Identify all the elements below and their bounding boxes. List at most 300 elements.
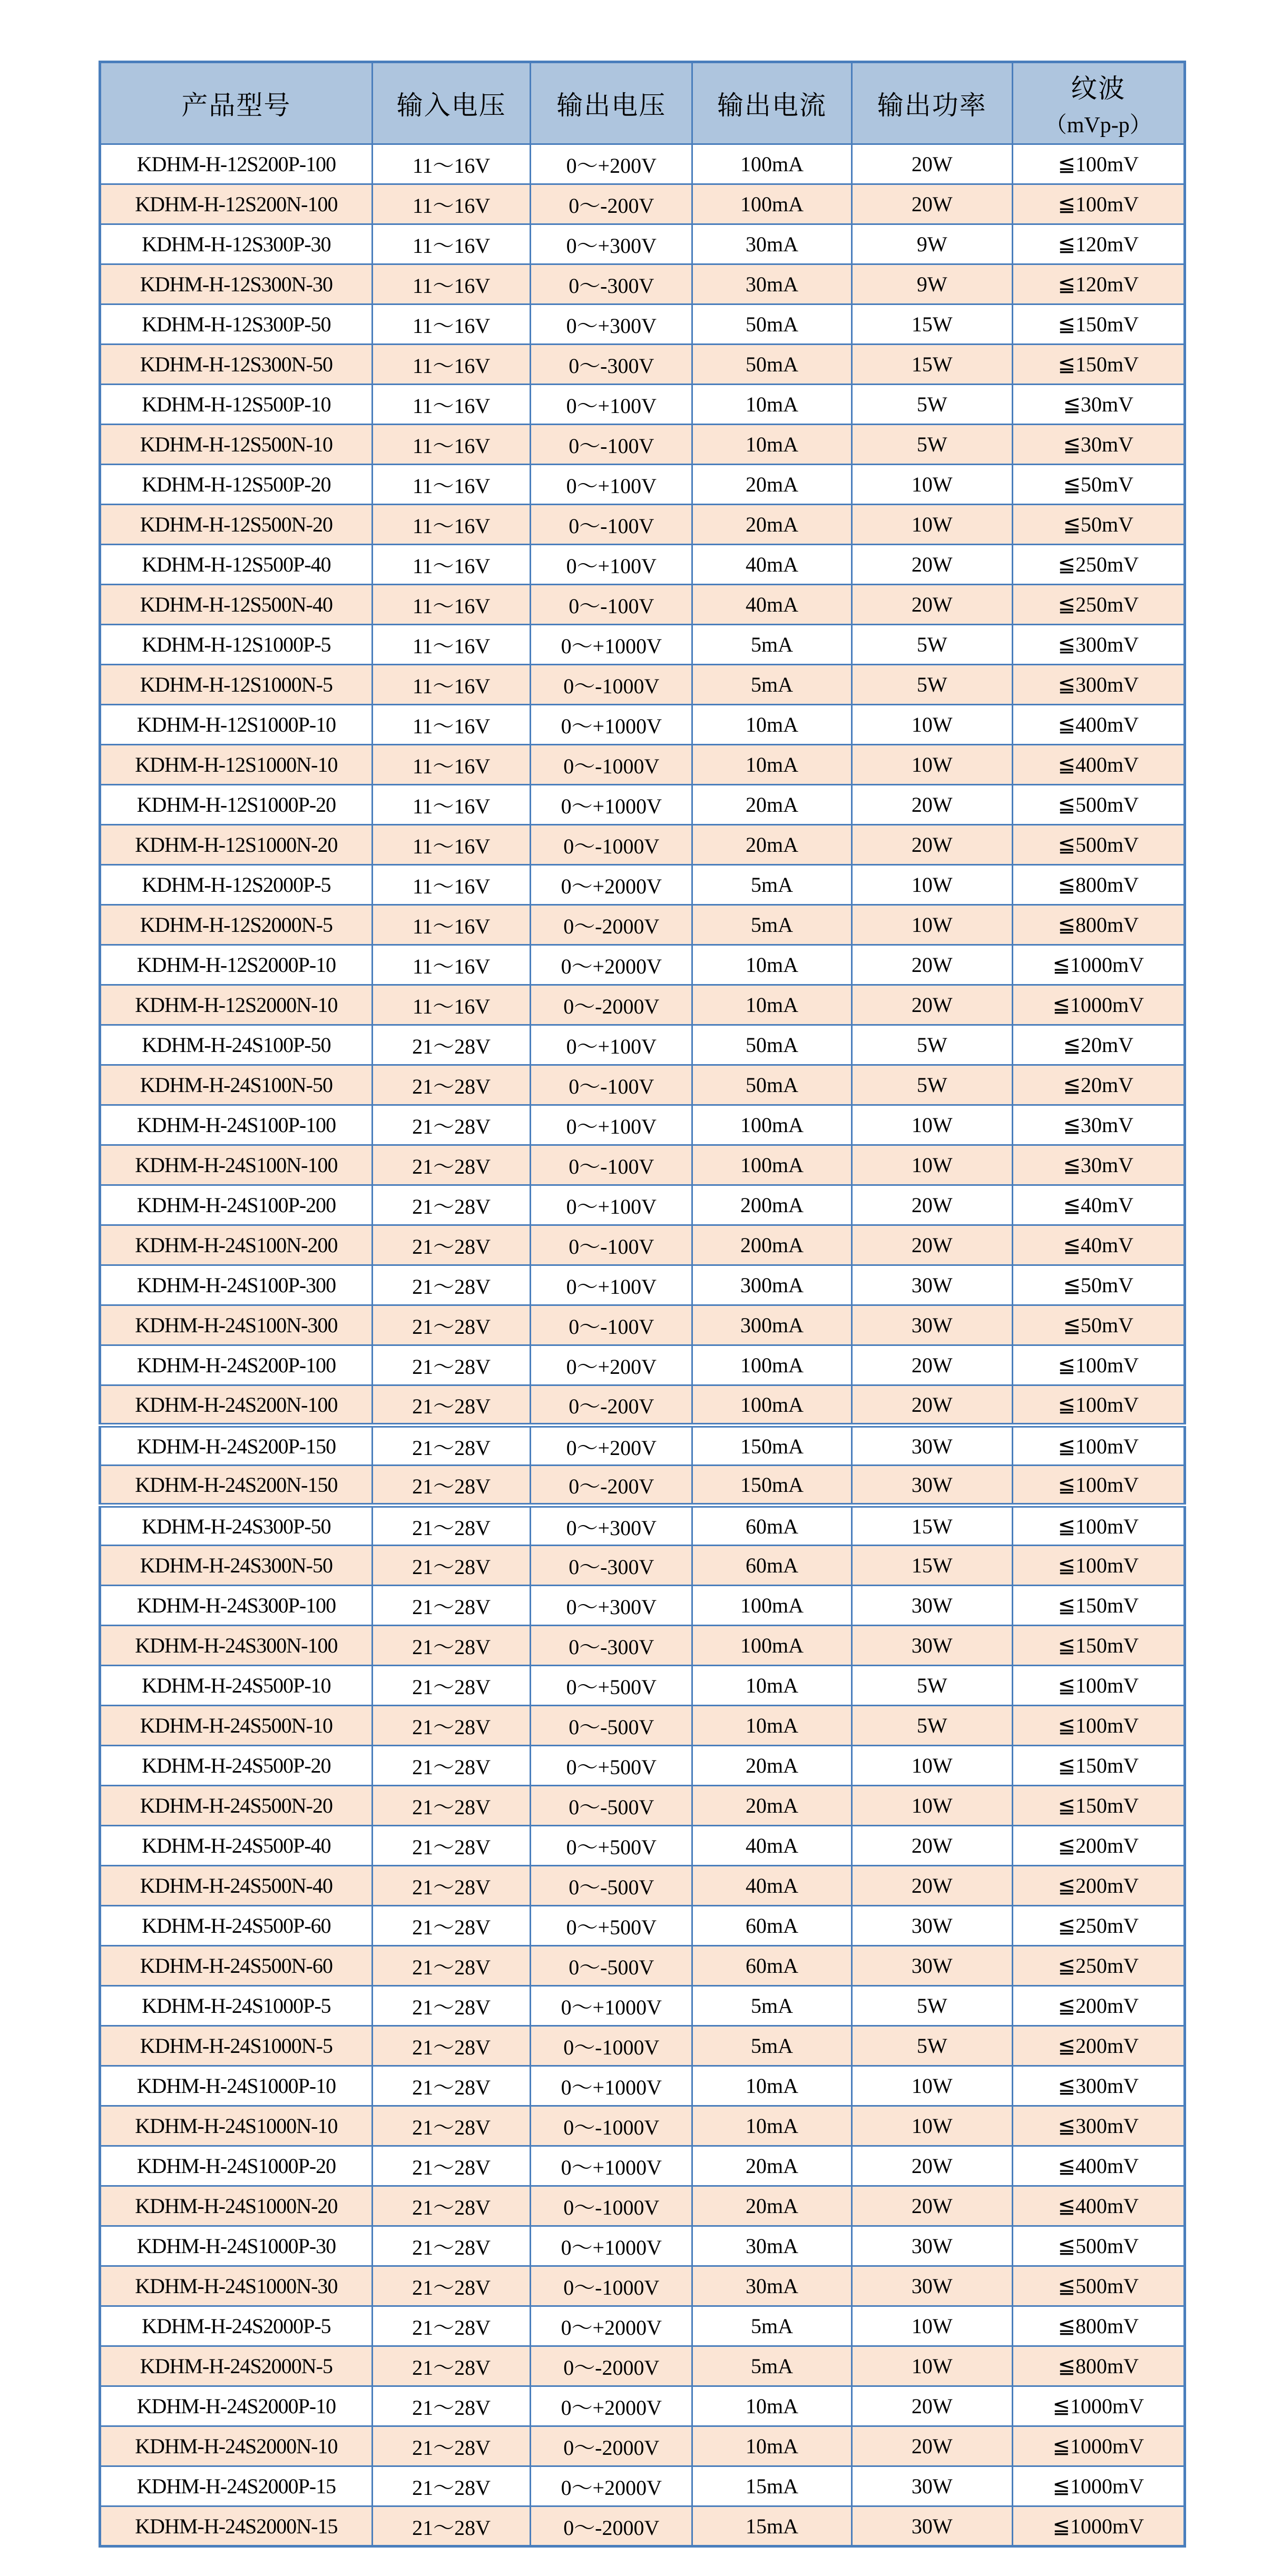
cell-output-current: 10mA — [692, 745, 852, 785]
cell-output-current: 10mA — [692, 705, 852, 745]
cell-input-voltage: 11～16V — [372, 625, 531, 665]
header-input-voltage: 输入电压 — [372, 62, 531, 144]
cell-output-power: 10W — [852, 745, 1012, 785]
cell-output-voltage: 0～+2000V — [531, 2306, 692, 2346]
cell-output-voltage: 0～+2000V — [531, 2466, 692, 2506]
table-row — [100, 1025, 1185, 1065]
cell-input-voltage: 21～28V — [372, 1746, 531, 1786]
cell-input-voltage: 21～28V — [372, 2466, 531, 2506]
cell-output-power: 5W — [852, 665, 1012, 705]
cell-model: KDHM-H-24S1000N-5 — [100, 2026, 373, 2066]
cell-ripple: ≦250mV — [1012, 585, 1185, 625]
cell-model: KDHM-H-24S2000N-10 — [100, 2426, 373, 2466]
cell-input-voltage: 11～16V — [372, 825, 531, 865]
cell-model: KDHM-H-24S100P-200 — [100, 1185, 373, 1225]
cell-output-voltage: 0～-1000V — [531, 745, 692, 785]
cell-output-power: 20W — [852, 1345, 1012, 1385]
table-row — [100, 345, 1185, 385]
cell-model: KDHM-H-24S500P-40 — [100, 1826, 373, 1866]
cell-output-power: 20W — [852, 825, 1012, 865]
cell-output-current: 10mA — [692, 2426, 852, 2466]
cell-input-voltage: 11～16V — [372, 345, 531, 385]
cell-input-voltage: 21～28V — [372, 1466, 531, 1506]
cell-ripple: ≦30mV — [1012, 1145, 1185, 1185]
cell-output-current: 20mA — [692, 1746, 852, 1786]
cell-output-voltage: 0～-2000V — [531, 2506, 692, 2546]
cell-output-current: 40mA — [692, 1866, 852, 1906]
cell-ripple: ≦800mV — [1012, 865, 1185, 905]
table-row — [100, 825, 1185, 865]
table-row — [100, 2106, 1185, 2146]
cell-output-current: 150mA — [692, 1425, 852, 1466]
header-output-current: 输出电流 — [692, 62, 852, 144]
table-row — [100, 545, 1185, 585]
table-row — [100, 465, 1185, 505]
table-row — [100, 2306, 1185, 2346]
cell-model: KDHM-H-24S2000P-15 — [100, 2466, 373, 2506]
cell-model: KDHM-H-24S100N-50 — [100, 1065, 373, 1105]
cell-ripple: ≦150mV — [1012, 1746, 1185, 1786]
cell-output-voltage: 0～+2000V — [531, 865, 692, 905]
cell-ripple: ≦400mV — [1012, 705, 1185, 745]
cell-output-voltage: 0～+200V — [531, 144, 692, 184]
table-row — [100, 1145, 1185, 1185]
cell-output-power: 20W — [852, 1385, 1012, 1425]
table-row — [100, 1986, 1185, 2026]
cell-model: KDHM-H-12S500P-40 — [100, 545, 373, 585]
cell-input-voltage: 21～28V — [372, 2306, 531, 2346]
cell-ripple: ≦30mV — [1012, 425, 1185, 465]
cell-model: KDHM-H-24S1000P-30 — [100, 2226, 373, 2266]
cell-output-voltage: 0～-300V — [531, 264, 692, 304]
cell-output-current: 20mA — [692, 2146, 852, 2186]
cell-output-current: 100mA — [692, 1385, 852, 1425]
cell-ripple: ≦200mV — [1012, 1826, 1185, 1866]
cell-ripple: ≦300mV — [1012, 625, 1185, 665]
cell-output-current: 50mA — [692, 1025, 852, 1065]
cell-input-voltage: 21～28V — [372, 2506, 531, 2546]
cell-output-power: 30W — [852, 2226, 1012, 2266]
table-row — [100, 1626, 1185, 1666]
cell-input-voltage: 21～28V — [372, 2346, 531, 2386]
cell-model: KDHM-H-24S500P-20 — [100, 1746, 373, 1786]
cell-input-voltage: 11～16V — [372, 385, 531, 425]
table-row — [100, 625, 1185, 665]
cell-output-voltage: 0～+500V — [531, 1906, 692, 1946]
cell-model: KDHM-H-12S300N-30 — [100, 264, 373, 304]
cell-output-current: 60mA — [692, 1906, 852, 1946]
cell-output-power: 5W — [852, 1706, 1012, 1746]
cell-ripple: ≦200mV — [1012, 1986, 1185, 2026]
cell-output-power: 20W — [852, 585, 1012, 625]
cell-model: KDHM-H-24S100N-100 — [100, 1145, 373, 1185]
cell-output-voltage: 0～+1000V — [531, 2146, 692, 2186]
cell-input-voltage: 21～28V — [372, 2146, 531, 2186]
cell-ripple: ≦100mV — [1012, 1466, 1185, 1506]
cell-model: KDHM-H-12S2000N-10 — [100, 985, 373, 1025]
cell-output-power: 15W — [852, 304, 1012, 345]
cell-output-voltage: 0～+100V — [531, 1185, 692, 1225]
cell-output-voltage: 0～+200V — [531, 1425, 692, 1466]
cell-output-voltage: 0～-100V — [531, 425, 692, 465]
table-row — [100, 2266, 1185, 2306]
cell-output-voltage: 0～+500V — [531, 1666, 692, 1706]
cell-model: KDHM-H-24S300N-50 — [100, 1546, 373, 1586]
cell-model: KDHM-H-24S200P-100 — [100, 1345, 373, 1385]
cell-output-current: 5mA — [692, 2026, 852, 2066]
cell-output-power: 15W — [852, 1506, 1012, 1546]
cell-ripple: ≦150mV — [1012, 304, 1185, 345]
cell-output-power: 10W — [852, 865, 1012, 905]
table-header — [100, 62, 1185, 144]
cell-output-current: 30mA — [692, 2266, 852, 2306]
cell-input-voltage: 21～28V — [372, 2226, 531, 2266]
table-row — [100, 1065, 1185, 1105]
cell-output-current: 100mA — [692, 144, 852, 184]
cell-output-voltage: 0～+100V — [531, 1105, 692, 1145]
cell-output-voltage: 0～-2000V — [531, 985, 692, 1025]
cell-ripple: ≦1000mV — [1012, 2506, 1185, 2546]
cell-output-current: 20mA — [692, 1786, 852, 1826]
cell-ripple: ≦150mV — [1012, 1786, 1185, 1826]
cell-input-voltage: 21～28V — [372, 1425, 531, 1466]
cell-output-current: 100mA — [692, 1105, 852, 1145]
cell-ripple: ≦800mV — [1012, 2346, 1185, 2386]
cell-output-current: 300mA — [692, 1265, 852, 1305]
cell-output-power: 20W — [852, 945, 1012, 985]
cell-ripple: ≦200mV — [1012, 1866, 1185, 1906]
cell-ripple: ≦400mV — [1012, 2146, 1185, 2186]
cell-model: KDHM-H-24S100N-300 — [100, 1305, 373, 1345]
cell-ripple: ≦500mV — [1012, 785, 1185, 825]
cell-input-voltage: 21～28V — [372, 1225, 531, 1265]
cell-ripple: ≦50mV — [1012, 1305, 1185, 1345]
cell-input-voltage: 21～28V — [372, 1706, 531, 1746]
cell-input-voltage: 21～28V — [372, 1265, 531, 1305]
product-spec-table — [99, 61, 1186, 2548]
cell-ripple: ≦800mV — [1012, 2306, 1185, 2346]
table-row — [100, 1385, 1185, 1425]
cell-input-voltage: 11～16V — [372, 785, 531, 825]
table-row — [100, 2026, 1185, 2066]
cell-output-power: 10W — [852, 1746, 1012, 1786]
table-row — [100, 184, 1185, 224]
cell-output-voltage: 0～+100V — [531, 385, 692, 425]
cell-output-power: 20W — [852, 184, 1012, 224]
cell-output-voltage: 0～-200V — [531, 1385, 692, 1425]
cell-model: KDHM-H-24S1000P-20 — [100, 2146, 373, 2186]
table-body — [100, 144, 1185, 2546]
cell-output-current: 10mA — [692, 2106, 852, 2146]
cell-ripple: ≦100mV — [1012, 1385, 1185, 1425]
cell-output-power: 5W — [852, 625, 1012, 665]
table-row — [100, 2386, 1185, 2426]
cell-output-power: 5W — [852, 385, 1012, 425]
cell-output-voltage: 0～-1000V — [531, 665, 692, 705]
cell-model: KDHM-H-24S500N-40 — [100, 1866, 373, 1906]
cell-output-current: 50mA — [692, 1065, 852, 1105]
cell-ripple: ≦100mV — [1012, 1345, 1185, 1385]
table-row — [100, 1225, 1185, 1265]
table-row — [100, 865, 1185, 905]
cell-model: KDHM-H-24S300N-100 — [100, 1626, 373, 1666]
cell-model: KDHM-H-12S2000P-5 — [100, 865, 373, 905]
table-row — [100, 2146, 1185, 2186]
cell-ripple: ≦100mV — [1012, 1546, 1185, 1586]
cell-input-voltage: 11～16V — [372, 184, 531, 224]
cell-output-power: 10W — [852, 1786, 1012, 1826]
cell-ripple: ≦500mV — [1012, 2266, 1185, 2306]
cell-output-power: 5W — [852, 425, 1012, 465]
cell-model: KDHM-H-24S1000N-10 — [100, 2106, 373, 2146]
cell-output-power: 15W — [852, 1546, 1012, 1586]
cell-output-voltage: 0～-100V — [531, 505, 692, 545]
cell-model: KDHM-H-12S500N-40 — [100, 585, 373, 625]
cell-output-current: 50mA — [692, 304, 852, 345]
cell-model: KDHM-H-24S1000N-20 — [100, 2186, 373, 2226]
cell-ripple: ≦30mV — [1012, 1105, 1185, 1145]
cell-output-voltage: 0～-300V — [531, 1626, 692, 1666]
cell-model: KDHM-H-12S500P-20 — [100, 465, 373, 505]
cell-input-voltage: 21～28V — [372, 1025, 531, 1065]
cell-input-voltage: 21～28V — [372, 1986, 531, 2026]
cell-input-voltage: 11～16V — [372, 945, 531, 985]
cell-ripple: ≦150mV — [1012, 1586, 1185, 1626]
cell-output-current: 10mA — [692, 945, 852, 985]
cell-output-power: 20W — [852, 2426, 1012, 2466]
cell-output-power: 10W — [852, 465, 1012, 505]
cell-output-voltage: 0～-1000V — [531, 2266, 692, 2306]
table-row — [100, 665, 1185, 705]
cell-input-voltage: 21～28V — [372, 1946, 531, 1986]
cell-output-current: 15mA — [692, 2506, 852, 2546]
cell-output-current: 10mA — [692, 425, 852, 465]
cell-model: KDHM-H-12S500P-10 — [100, 385, 373, 425]
cell-input-voltage: 21～28V — [372, 1345, 531, 1385]
cell-output-voltage: 0～-100V — [531, 585, 692, 625]
cell-output-power: 10W — [852, 2346, 1012, 2386]
cell-output-current: 100mA — [692, 1626, 852, 1666]
cell-output-current: 5mA — [692, 905, 852, 945]
cell-output-voltage: 0～-2000V — [531, 2426, 692, 2466]
cell-output-power: 30W — [852, 1906, 1012, 1946]
cell-input-voltage: 11～16V — [372, 144, 531, 184]
cell-output-voltage: 0～-1000V — [531, 2186, 692, 2226]
cell-output-power: 30W — [852, 2506, 1012, 2546]
cell-output-current: 100mA — [692, 184, 852, 224]
cell-ripple: ≦100mV — [1012, 144, 1185, 184]
cell-output-voltage: 0～+1000V — [531, 1986, 692, 2026]
cell-input-voltage: 21～28V — [372, 2426, 531, 2466]
table-row — [100, 745, 1185, 785]
cell-output-voltage: 0～-2000V — [531, 2346, 692, 2386]
table-row — [100, 2226, 1185, 2266]
cell-output-voltage: 0～+500V — [531, 1826, 692, 1866]
cell-ripple: ≦150mV — [1012, 1626, 1185, 1666]
table-row — [100, 705, 1185, 745]
cell-model: KDHM-H-12S500N-20 — [100, 505, 373, 545]
cell-input-voltage: 21～28V — [372, 2106, 531, 2146]
cell-output-power: 10W — [852, 2106, 1012, 2146]
header-row — [100, 62, 1185, 144]
cell-output-current: 100mA — [692, 1145, 852, 1185]
cell-output-power: 30W — [852, 1586, 1012, 1626]
cell-output-voltage: 0～+1000V — [531, 785, 692, 825]
cell-input-voltage: 21～28V — [372, 2266, 531, 2306]
cell-output-current: 10mA — [692, 985, 852, 1025]
cell-ripple: ≦30mV — [1012, 385, 1185, 425]
cell-output-power: 20W — [852, 1866, 1012, 1906]
cell-output-voltage: 0～-500V — [531, 1866, 692, 1906]
cell-output-power: 5W — [852, 1986, 1012, 2026]
cell-model: KDHM-H-24S100P-300 — [100, 1265, 373, 1305]
table-row — [100, 1746, 1185, 1786]
cell-output-power: 10W — [852, 905, 1012, 945]
table-row — [100, 304, 1185, 345]
cell-input-voltage: 11～16V — [372, 425, 531, 465]
cell-output-power: 20W — [852, 1225, 1012, 1265]
table-row — [100, 505, 1185, 545]
cell-output-voltage: 0～+100V — [531, 465, 692, 505]
cell-output-power: 10W — [852, 1145, 1012, 1185]
cell-ripple: ≦50mV — [1012, 505, 1185, 545]
cell-output-power: 9W — [852, 224, 1012, 264]
cell-model: KDHM-H-12S2000P-10 — [100, 945, 373, 985]
cell-input-voltage: 11～16V — [372, 465, 531, 505]
header-output-power: 输出功率 — [852, 62, 1012, 144]
cell-output-voltage: 0～-100V — [531, 1225, 692, 1265]
cell-output-current: 20mA — [692, 785, 852, 825]
cell-model: KDHM-H-12S2000N-5 — [100, 905, 373, 945]
cell-model: KDHM-H-24S300P-50 — [100, 1506, 373, 1546]
cell-input-voltage: 21～28V — [372, 1185, 531, 1225]
cell-input-voltage: 11～16V — [372, 745, 531, 785]
cell-output-current: 100mA — [692, 1586, 852, 1626]
cell-output-power: 10W — [852, 1105, 1012, 1145]
cell-model: KDHM-H-12S200N-100 — [100, 184, 373, 224]
table-row — [100, 1906, 1185, 1946]
header-ripple-title: 纹波 — [1071, 74, 1126, 103]
cell-model: KDHM-H-24S500P-10 — [100, 1666, 373, 1706]
cell-output-power: 30W — [852, 1425, 1012, 1466]
cell-ripple: ≦300mV — [1012, 2066, 1185, 2106]
cell-ripple: ≦40mV — [1012, 1225, 1185, 1265]
cell-model: KDHM-H-24S1000P-5 — [100, 1986, 373, 2026]
cell-output-voltage: 0～+100V — [531, 1265, 692, 1305]
cell-input-voltage: 11～16V — [372, 545, 531, 585]
cell-output-power: 30W — [852, 2466, 1012, 2506]
cell-output-voltage: 0～-200V — [531, 1466, 692, 1506]
table-row — [100, 425, 1185, 465]
table-row — [100, 1866, 1185, 1906]
cell-output-voltage: 0～+300V — [531, 1506, 692, 1546]
cell-output-current: 10mA — [692, 1666, 852, 1706]
header-ripple-unit: （mVp-p） — [1044, 113, 1152, 137]
cell-ripple: ≦500mV — [1012, 2226, 1185, 2266]
cell-ripple: ≦300mV — [1012, 665, 1185, 705]
table-row — [100, 1586, 1185, 1626]
cell-model: KDHM-H-12S1000N-5 — [100, 665, 373, 705]
cell-output-voltage: 0～+300V — [531, 224, 692, 264]
cell-output-current: 100mA — [692, 1345, 852, 1385]
cell-output-power: 20W — [852, 2186, 1012, 2226]
cell-input-voltage: 21～28V — [372, 1906, 531, 1946]
cell-output-current: 200mA — [692, 1185, 852, 1225]
cell-input-voltage: 11～16V — [372, 585, 531, 625]
cell-output-power: 15W — [852, 345, 1012, 385]
cell-model: KDHM-H-24S500N-20 — [100, 1786, 373, 1826]
cell-output-current: 10mA — [692, 385, 852, 425]
cell-output-voltage: 0～+1000V — [531, 705, 692, 745]
cell-input-voltage: 21～28V — [372, 2026, 531, 2066]
cell-output-current: 150mA — [692, 1466, 852, 1506]
cell-output-power: 5W — [852, 1025, 1012, 1065]
cell-ripple: ≦100mV — [1012, 1425, 1185, 1466]
cell-output-voltage: 0～-1000V — [531, 825, 692, 865]
cell-input-voltage: 21～28V — [372, 1546, 531, 1586]
cell-output-current: 200mA — [692, 1225, 852, 1265]
cell-output-current: 15mA — [692, 2466, 852, 2506]
table-row — [100, 1305, 1185, 1345]
cell-output-current: 20mA — [692, 505, 852, 545]
cell-output-voltage: 0～+100V — [531, 545, 692, 585]
cell-output-current: 20mA — [692, 2186, 852, 2226]
table-row — [100, 1666, 1185, 1706]
cell-ripple: ≦200mV — [1012, 2026, 1185, 2066]
cell-model: KDHM-H-24S100P-50 — [100, 1025, 373, 1065]
table-row — [100, 985, 1185, 1025]
cell-output-current: 60mA — [692, 1506, 852, 1546]
cell-output-current: 50mA — [692, 345, 852, 385]
cell-input-voltage: 11～16V — [372, 304, 531, 345]
cell-output-power: 30W — [852, 1946, 1012, 1986]
cell-output-current: 40mA — [692, 545, 852, 585]
cell-model: KDHM-H-24S1000N-30 — [100, 2266, 373, 2306]
cell-input-voltage: 21～28V — [372, 2386, 531, 2426]
cell-model: KDHM-H-12S1000P-10 — [100, 705, 373, 745]
cell-output-current: 5mA — [692, 1986, 852, 2026]
cell-model: KDHM-H-24S2000N-5 — [100, 2346, 373, 2386]
table-row — [100, 945, 1185, 985]
header-output-voltage: 输出电压 — [531, 62, 692, 144]
table-row — [100, 2506, 1185, 2546]
header-model: 产品型号 — [100, 62, 373, 144]
cell-ripple: ≦20mV — [1012, 1065, 1185, 1105]
table-row — [100, 1706, 1185, 1746]
cell-ripple: ≦300mV — [1012, 2106, 1185, 2146]
cell-model: KDHM-H-24S2000P-10 — [100, 2386, 373, 2426]
table-row — [100, 1946, 1185, 1986]
table-row — [100, 144, 1185, 184]
cell-output-voltage: 0～+2000V — [531, 2386, 692, 2426]
cell-ripple: ≦250mV — [1012, 545, 1185, 585]
table-row — [100, 1466, 1185, 1506]
cell-output-power: 20W — [852, 2386, 1012, 2426]
cell-model: KDHM-H-12S1000N-20 — [100, 825, 373, 865]
cell-output-voltage: 0～-1000V — [531, 2026, 692, 2066]
cell-model: KDHM-H-24S300P-100 — [100, 1586, 373, 1626]
cell-input-voltage: 11～16V — [372, 264, 531, 304]
cell-input-voltage: 11～16V — [372, 705, 531, 745]
cell-output-current: 10mA — [692, 1706, 852, 1746]
cell-model: KDHM-H-12S300N-50 — [100, 345, 373, 385]
cell-input-voltage: 21～28V — [372, 1105, 531, 1145]
table-row — [100, 2346, 1185, 2386]
cell-model: KDHM-H-12S200P-100 — [100, 144, 373, 184]
cell-output-current: 5mA — [692, 665, 852, 705]
cell-input-voltage: 21～28V — [372, 1385, 531, 1425]
cell-input-voltage: 21～28V — [372, 1666, 531, 1706]
